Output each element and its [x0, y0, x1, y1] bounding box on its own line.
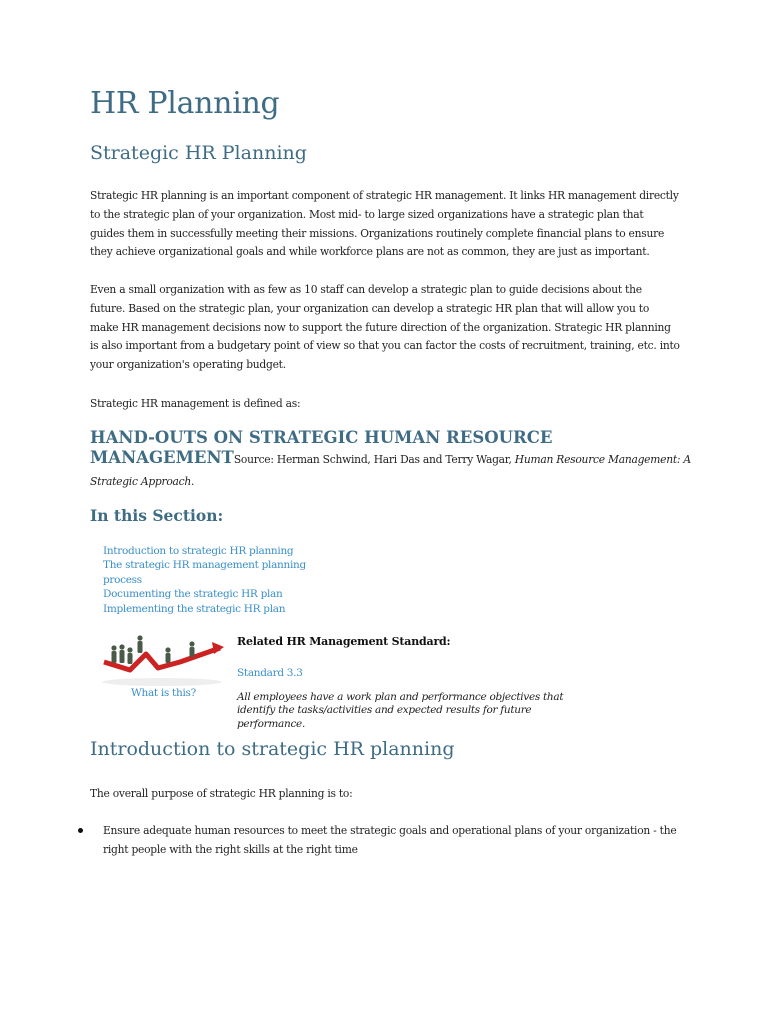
handouts-source-suffix: .	[191, 475, 195, 488]
paragraph-2: Even a small organization with as few as 10 staff can develop a strategic plan to guide decisions about the future. Based on the strategic plan, your organization can develop a strategic HR plan that will allow you to make HR management decisions now to support the future direction of the organization. Strategic HR planning is also important from a budgetary point of view so that you can factor the costs of recruitment, training, etc. into your organization's operating budget.	[90, 283, 680, 372]
standard-link[interactable]: Standard 3.3	[237, 667, 303, 679]
standard-heading: Related HR Management Standard:	[237, 635, 451, 648]
section-heading: In this Section:	[90, 506, 224, 525]
link-planning-process[interactable]: The strategic HR management planning process	[103, 559, 306, 586]
standard-description: All employees have a work plan and performance objectives that identify the tasks/activities and expected results for future performance.	[237, 690, 564, 730]
section-links	[103, 544, 333, 616]
link-documenting-plan[interactable]: Documenting the strategic HR plan	[103, 588, 283, 601]
intro-heading: Introduction to strategic HR planning	[90, 738, 455, 760]
link-introduction[interactable]: Introduction to strategic HR planning	[103, 545, 294, 557]
page-title: HR Planning	[90, 86, 280, 121]
handouts-block	[90, 428, 700, 492]
intro-bullet-item: Ensure adequate human resources to meet the strategic goals and operational plans of your organization - the right people with the right skills at the right time	[103, 824, 677, 856]
what-is-this-link[interactable]: What is this?	[131, 687, 196, 699]
link-implementing-plan[interactable]: Implementing the strategic HR plan	[103, 602, 286, 615]
figures-on-arrow-image[interactable]	[100, 632, 225, 687]
handouts-source-prefix: Source: Herman Schwind, Hari Das and Terry Wagar,	[233, 453, 515, 466]
paragraph-1: Strategic HR planning is an important component of strategic HR management. It links HR management directly to the strategic plan of your organization. Most mid- to large sized organizations have a strategic plan that guides them in successfully meeting their missions. Organizations routinely complete financial plans to ensure they achieve organizational goals and while workforce plans are not as common, they are just as important.	[90, 189, 679, 259]
bullet-icon	[78, 828, 83, 833]
intro-lead: The overall purpose of strategic HR planning is to:	[90, 787, 353, 800]
handouts-heading: HAND-OUTS ON STRATEGIC HUMAN RESOURCE MANAGEMENT	[90, 428, 553, 467]
handouts-source-title: Human Resource Management: A Strategic Approach	[90, 453, 691, 488]
section-subtitle: Strategic HR Planning	[90, 142, 307, 164]
paragraph-3: Strategic HR management is defined as:	[90, 397, 301, 410]
